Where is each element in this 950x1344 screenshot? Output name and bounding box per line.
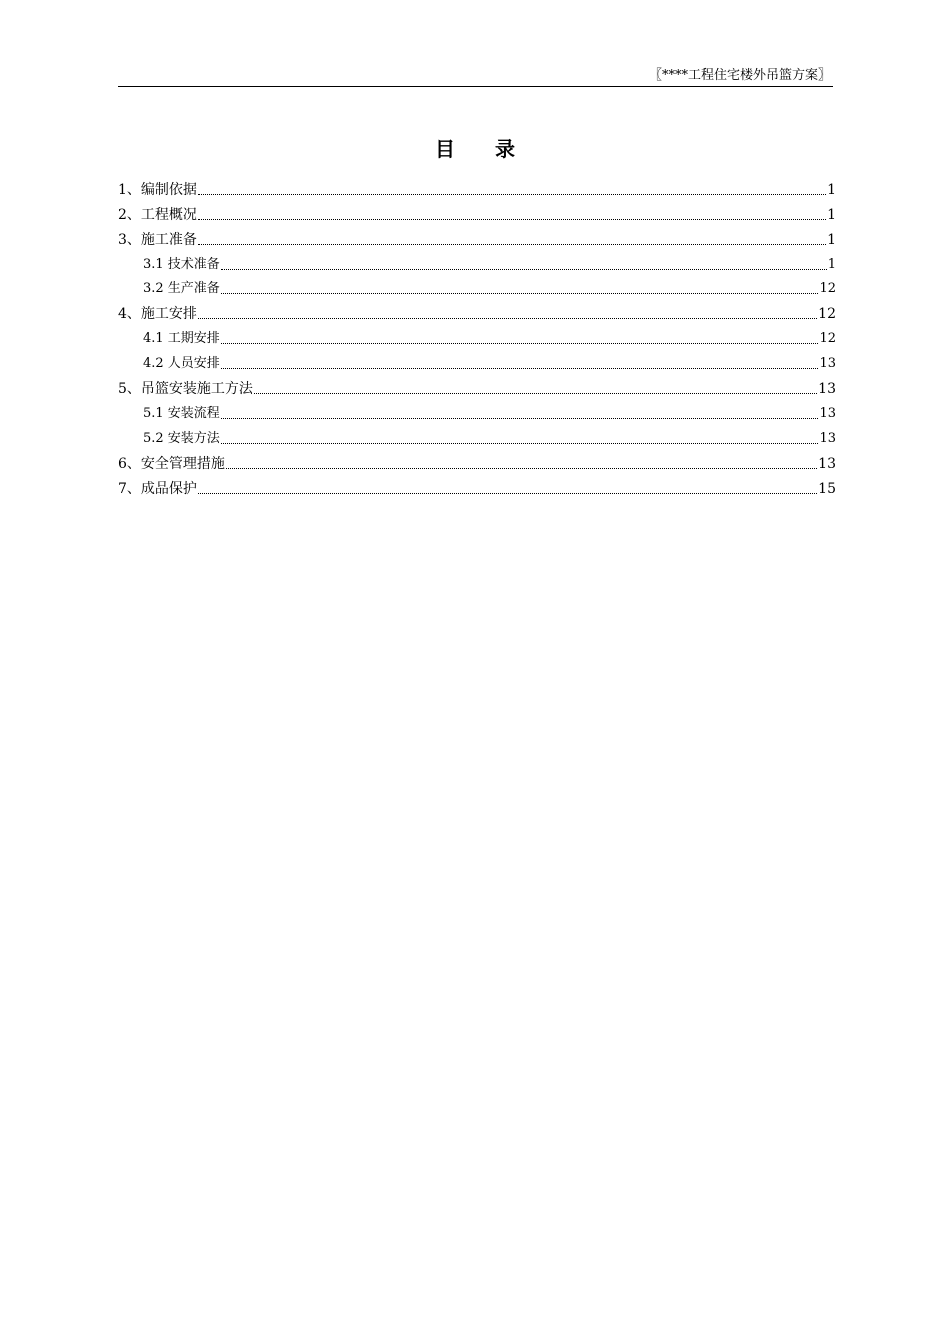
toc-entry[interactable] xyxy=(118,249,836,274)
toc-dot-leader xyxy=(221,342,819,344)
toc-entry[interactable] xyxy=(118,473,836,498)
toc-entry[interactable] xyxy=(118,274,836,299)
toc-entry-label: 3.1 技术准备 xyxy=(143,256,220,272)
toc-entry[interactable] xyxy=(118,348,836,373)
toc-dot-leader xyxy=(221,417,819,419)
toc-entry[interactable] xyxy=(118,298,836,323)
toc-dot-leader xyxy=(198,317,817,319)
toc-entry-label: 3.2 生产准备 xyxy=(143,281,220,297)
toc-dot-leader xyxy=(221,442,819,444)
toc-entry-page-number: 1 xyxy=(827,181,836,198)
toc-dot-leader xyxy=(226,467,817,469)
toc-entry[interactable] xyxy=(118,423,836,448)
toc-entry-page-number: 13 xyxy=(818,381,836,398)
toc-entry-label: 2、工程概况 xyxy=(118,206,197,223)
toc-entry[interactable] xyxy=(118,448,836,473)
toc-entry-page-number: 13 xyxy=(819,405,836,421)
toc-dot-leader xyxy=(254,392,817,394)
toc-entry-label: 5.2 安装方法 xyxy=(143,430,220,446)
toc-dot-leader xyxy=(198,218,826,220)
toc-entry-label: 3、施工准备 xyxy=(118,231,197,248)
toc-entry-page-number: 12 xyxy=(818,306,836,323)
toc-dot-leader xyxy=(198,243,826,245)
toc-entry[interactable] xyxy=(118,323,836,348)
toc-dot-leader xyxy=(198,492,817,494)
toc-entry-label: 7、成品保护 xyxy=(118,480,197,497)
toc-entry-label: 5、吊篮安装施工方法 xyxy=(118,381,253,398)
toc-entry-label: 4.1 工期安排 xyxy=(143,331,220,347)
toc-entry-page-number: 12 xyxy=(819,331,836,347)
toc-entry-page-number: 13 xyxy=(819,356,836,372)
toc-title: 目录 xyxy=(435,137,555,161)
toc-entry[interactable] xyxy=(118,224,836,249)
toc-entry-label: 4.2 人员安排 xyxy=(143,356,220,372)
toc-entry-page-number: 1 xyxy=(827,256,836,272)
table-of-contents xyxy=(118,174,836,498)
toc-dot-leader xyxy=(221,367,819,369)
toc-entry-page-number: 13 xyxy=(819,430,836,446)
toc-entry-page-number: 1 xyxy=(827,206,836,223)
toc-dot-leader xyxy=(198,193,826,195)
toc-entry-label: 6、安全管理措施 xyxy=(118,455,225,472)
toc-entry-page-number: 13 xyxy=(818,455,836,472)
toc-entry-page-number: 15 xyxy=(818,480,836,497)
toc-dot-leader xyxy=(221,292,819,294)
toc-entry-label: 1、编制依据 xyxy=(118,181,197,198)
toc-entry[interactable] xyxy=(118,373,836,398)
header-title: 〖****工程住宅楼外吊篮方案〗 xyxy=(648,68,831,83)
page-header xyxy=(118,64,833,87)
toc-entry-label: 5.1 安装流程 xyxy=(143,405,220,421)
toc-entry[interactable] xyxy=(118,398,836,423)
toc-entry-page-number: 1 xyxy=(827,231,836,248)
toc-entry[interactable] xyxy=(118,199,836,224)
toc-entry-label: 4、施工安排 xyxy=(118,306,197,323)
toc-entry-page-number: 12 xyxy=(819,281,836,297)
toc-entry[interactable] xyxy=(118,174,836,199)
toc-dot-leader xyxy=(221,268,827,270)
